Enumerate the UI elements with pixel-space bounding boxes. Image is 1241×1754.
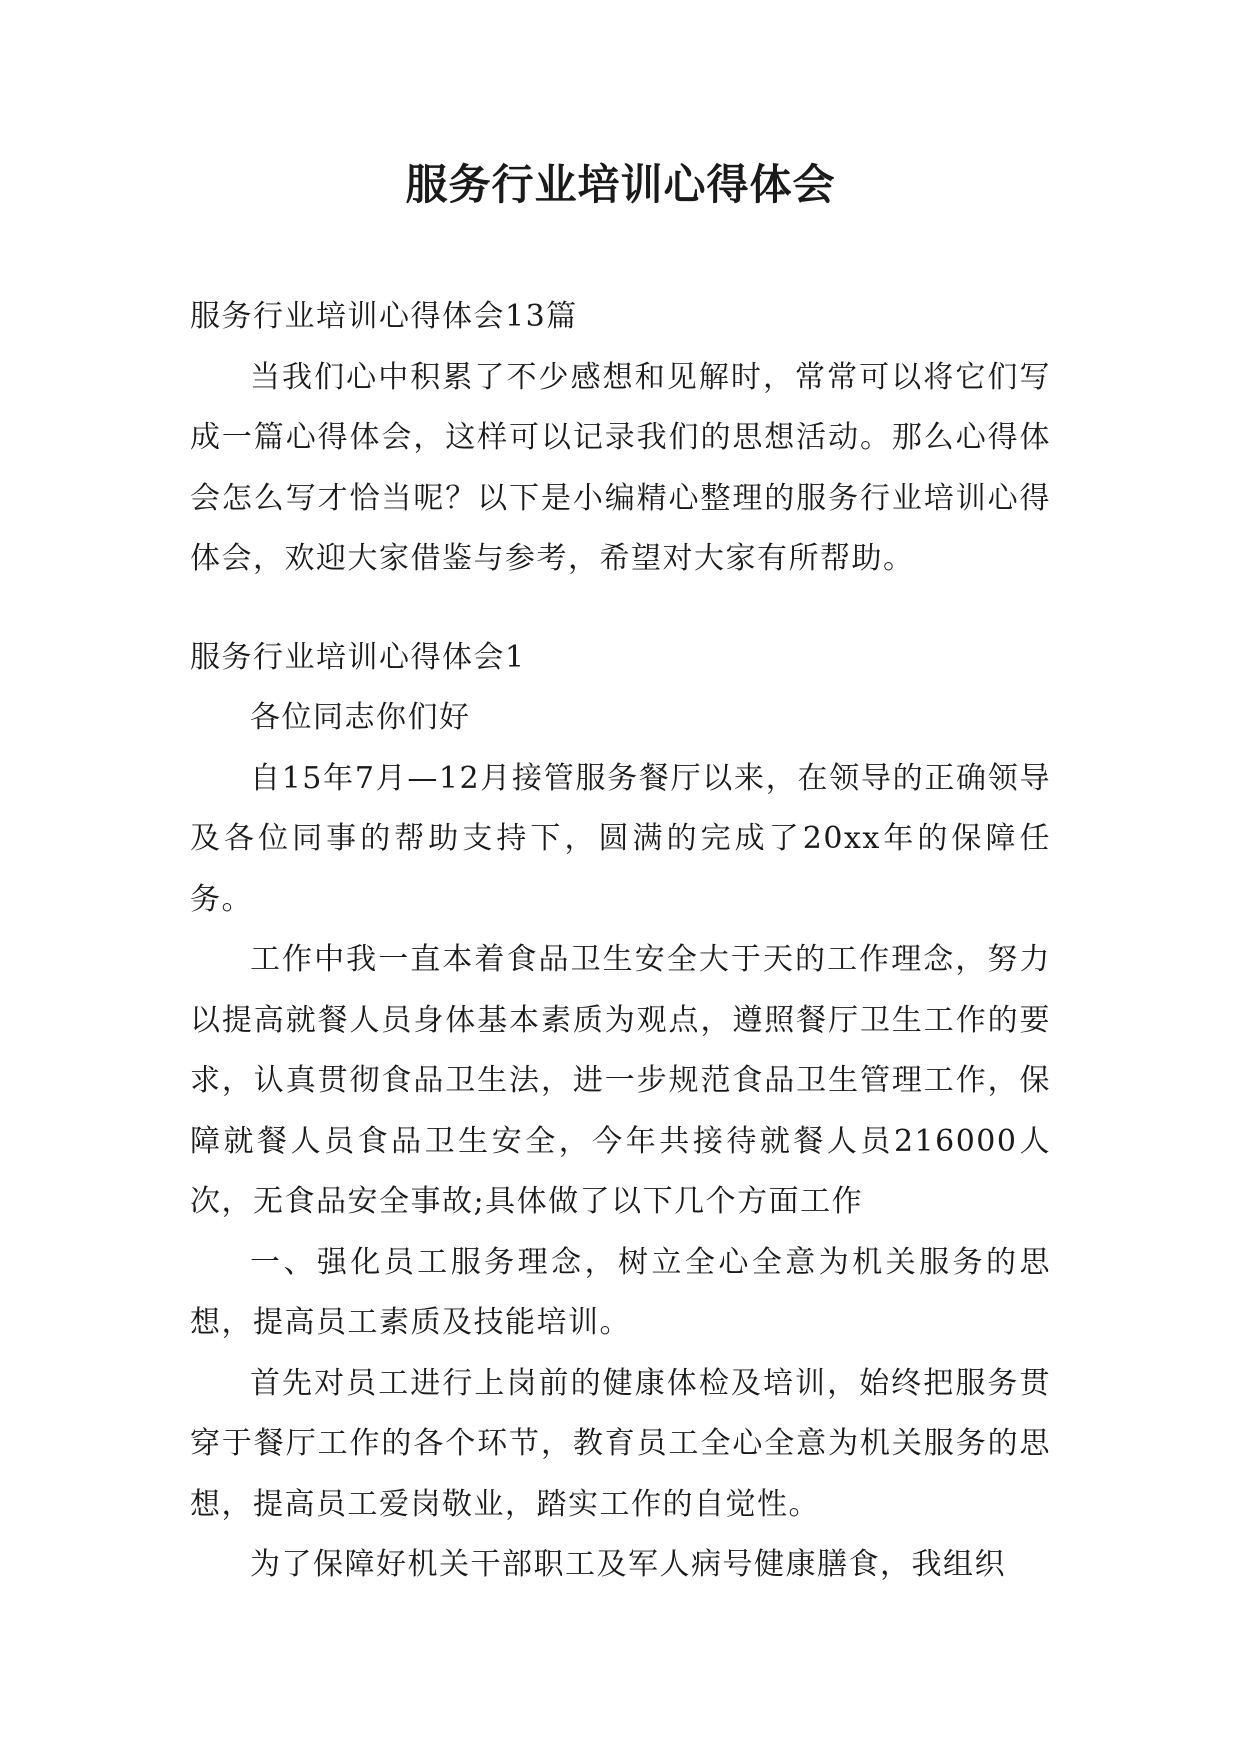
paragraph-gap bbox=[190, 590, 1051, 628]
body-paragraph: 为了保障好机关干部职工及军人病号健康膳食，我组织 bbox=[250, 1547, 1006, 1582]
document-title: 服务行业培训心得体会 bbox=[405, 160, 836, 209]
body-paragraph: 工作中我一直本着食品卫生安全大于天的工作理念，努力以提高就餐人员身体基本素质为观点，遵照餐厅卫生工作的要求，认真贯彻食品卫生法，进一步规范食品卫生管理工作，保障就餐人员食品卫生安全，今年共接待就餐人员216000人次，无食品安全事故;具体做了以下几个方面工作 bbox=[190, 942, 1051, 1219]
body-paragraph: 一、强化员工服务理念，树立全心全意为机关服务的思想，提高员工素质及技能培训。 bbox=[190, 1244, 1051, 1340]
section-heading: 服务行业培训心得体会1 bbox=[190, 639, 526, 675]
document-subtitle: 服务行业培训心得体会13篇 bbox=[190, 299, 578, 334]
body-paragraph: 自15年7月—12月接管服务餐厅以来，在领导的正确领导及各位同事的帮助支持下，圆满的完成了20xx年的保障任务。 bbox=[190, 760, 1051, 917]
intro-paragraph: 当我们心中积累了不少感想和见解时，常常可以将它们写成一篇心得体会，这样可以记录我们的思想活动。那么心得体会怎么写才恰当呢？以下是小编精心整理的服务行业培训心得体会，欢迎大家借鉴与参考，希望对大家有所帮助。 bbox=[190, 359, 1051, 576]
body-paragraph: 首先对员工进行上岗前的健康体检及培训，始终把服务贯穿于餐厅工作的各个环节，教育员工全心全意为机关服务的思想，提高员工爱岗敬业，踏实工作的自觉性。 bbox=[190, 1365, 1051, 1522]
body-paragraph: 各位同志你们好 bbox=[250, 700, 471, 735]
document-body bbox=[190, 287, 1051, 1596]
